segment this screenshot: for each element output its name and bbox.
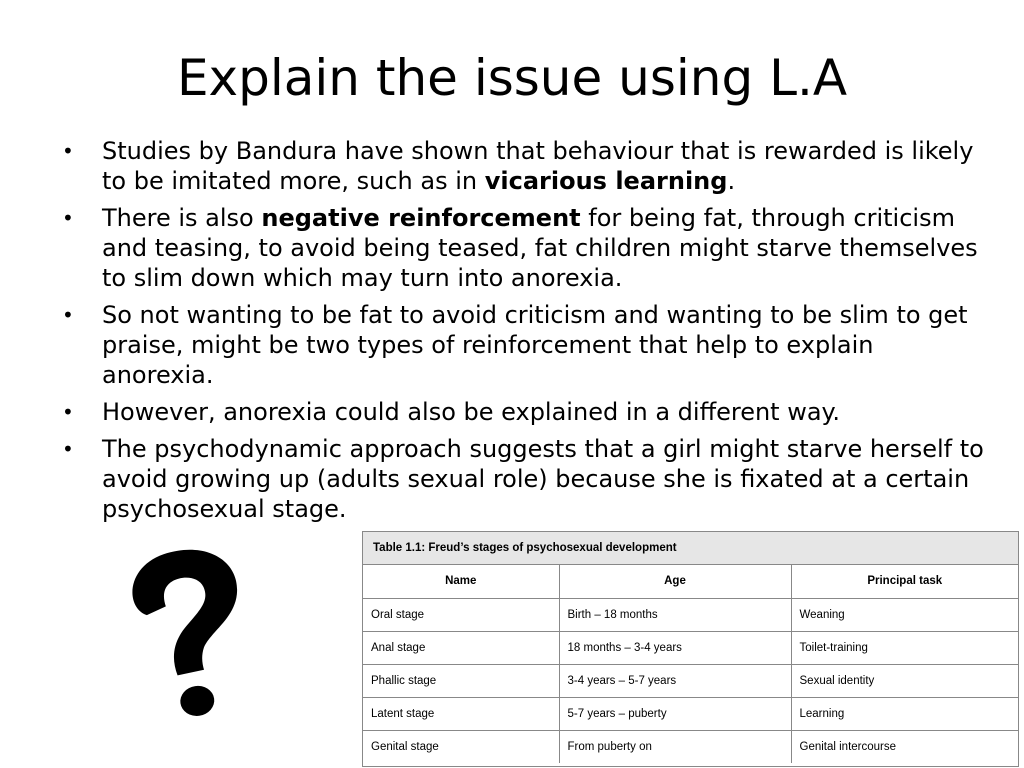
header-age: Age xyxy=(559,565,791,598)
bullet-dot: • xyxy=(62,303,74,327)
freud-stages-table xyxy=(362,531,1019,767)
cell-name: Latent stage xyxy=(363,697,559,730)
cell-task: Weaning xyxy=(791,598,1018,631)
bullet-bold-term: vicarious learning xyxy=(484,167,728,195)
cell-task: Learning xyxy=(791,697,1018,730)
cell-age: 3-4 years – 5-7 years xyxy=(559,664,791,697)
cell-age: 18 months – 3-4 years xyxy=(559,631,791,664)
cell-age: Birth – 18 months xyxy=(559,598,791,631)
table-row xyxy=(363,697,1018,730)
bullet-text: There is also xyxy=(102,204,262,232)
table-caption: Table 1.1: Freud’s stages of psychosexual development xyxy=(363,532,1018,565)
bullet-text: Studies by Bandura have shown that behaviour that is rewarded is likely to be imitated more, such as in xyxy=(102,137,974,195)
bullet-text: So not wanting to be fat to avoid criticism and wanting to be slim to get praise, might be two types of reinforcement that help to explain anorexia. xyxy=(102,301,968,389)
cell-name: Phallic stage xyxy=(363,664,559,697)
bullet-item xyxy=(56,136,986,196)
table-row xyxy=(363,631,1018,664)
table-header-row xyxy=(363,565,1018,598)
cell-name: Anal stage xyxy=(363,631,559,664)
cell-name: Genital stage xyxy=(363,730,559,763)
bullet-text-end: . xyxy=(727,167,736,195)
bullet-item xyxy=(56,434,986,524)
cell-age: From puberty on xyxy=(559,730,791,763)
header-principal-task: Principal task xyxy=(791,565,1018,598)
bullet-text: The psychodynamic approach suggests that a girl might starve herself to avoid growing up (adults sexual role) because she is fixated at a certain psychosexual stage. xyxy=(102,435,984,523)
bullet-dot: • xyxy=(62,139,74,163)
cell-task: Sexual identity xyxy=(791,664,1018,697)
bullet-dot: • xyxy=(62,437,74,461)
table-row xyxy=(363,664,1018,697)
cell-name: Oral stage xyxy=(363,598,559,631)
bullet-bold-term: negative reinforcement xyxy=(261,204,581,232)
table-row xyxy=(363,730,1018,763)
bullet-list xyxy=(56,136,986,531)
bullet-text-end: for being fat, through criticism and teasing, to avoid being teased, fat children might starve themselves to slim down which may turn into anorexia. xyxy=(102,204,978,292)
slide-title: Explain the issue using L.A xyxy=(176,49,848,107)
bullet-text: However, anorexia could also be explained in a different way. xyxy=(102,398,840,426)
cell-age: 5-7 years – puberty xyxy=(559,697,791,730)
question-mark-icon xyxy=(110,540,260,730)
header-name: Name xyxy=(363,565,559,598)
cell-task: Genital intercourse xyxy=(791,730,1018,763)
bullet-item xyxy=(56,203,986,293)
table-row xyxy=(363,598,1018,631)
stages-table xyxy=(363,565,1018,763)
bullet-item xyxy=(56,397,986,427)
cell-task: Toilet-training xyxy=(791,631,1018,664)
bullet-item xyxy=(56,300,986,390)
bullet-dot: • xyxy=(62,400,74,424)
bullet-dot: • xyxy=(62,206,74,230)
